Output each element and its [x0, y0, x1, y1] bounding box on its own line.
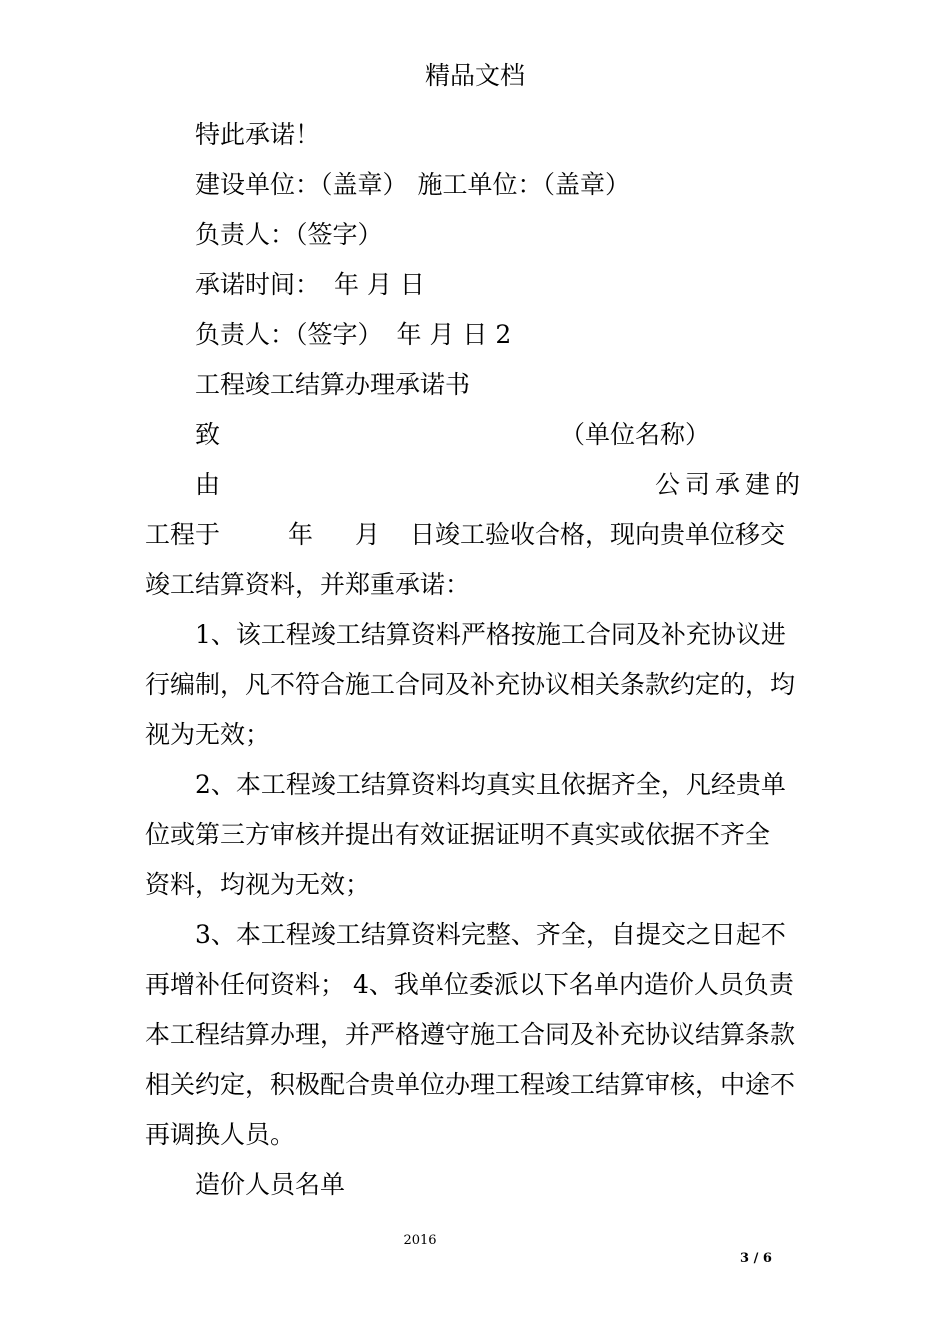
- seal-line: [195, 167, 810, 203]
- responsible-signature-label: 负责人：（签字）: [195, 320, 383, 349]
- promise-time-label: 承诺时间：: [195, 270, 321, 299]
- item-3-line-2: 再增补任何资料； 4、我单位委派以下名单内造价人员负责: [145, 970, 794, 999]
- addressee-unit-name: （单位名称）: [560, 420, 711, 449]
- by-company: 公司承建的: [654, 470, 805, 499]
- completion-prefix: 工程于: [145, 520, 221, 549]
- promise-line: 特此承诺！: [195, 120, 321, 149]
- item-3-line-4: 相关约定，积极配合贵单位办理工程竣工结算审核，中途不: [145, 1070, 796, 1099]
- promise-time-line: [195, 267, 810, 303]
- item-2-line-2: 位或第三方审核并提出有效证据证明不真实或依据不齐全: [145, 820, 771, 849]
- responsible-signature-line: 负责人：（签字）: [195, 220, 383, 249]
- item-1-line-3: 视为无效；: [145, 720, 271, 749]
- page-number: 3 / 6: [740, 1251, 772, 1266]
- addressee-line: [195, 417, 810, 453]
- document-title: 工程竣工结算办理承诺书: [195, 370, 471, 399]
- by-prefix: 由: [195, 470, 221, 499]
- by-line: [195, 467, 810, 503]
- paragraph-line: 竣工结算资料，并郑重承诺：: [145, 570, 471, 599]
- completion-year: 年: [288, 520, 314, 549]
- item-1-line-1: 1、该工程竣工结算资料严格按施工合同及补充协议进: [195, 620, 786, 649]
- construction-unit-seal: 建设单位：（盖章）: [195, 170, 408, 199]
- footer-year: 2016: [403, 1233, 437, 1248]
- responsible-signature-date-line: [195, 317, 810, 353]
- item-3-line-1: 3、本工程竣工结算资料完整、齐全，自提交之日起不: [195, 920, 786, 949]
- document-header: 精品文档: [424, 61, 525, 90]
- completion-month: 月: [355, 520, 381, 549]
- responsible-signature-date: 年 月 日 2: [396, 320, 512, 349]
- builder-unit-seal: 施工单位：（盖章）: [417, 170, 631, 199]
- promise-time-date: 年 月 日: [334, 270, 425, 299]
- addressee-prefix: 致: [195, 420, 221, 449]
- item-1-line-2: 行编制，凡不符合施工合同及补充协议相关条款约定的，均: [145, 670, 796, 699]
- item-2-line-3: 资料，均视为无效；: [145, 870, 371, 899]
- item-3-line-5: 再调换人员。: [145, 1120, 296, 1149]
- item-2-line-1: 2、本工程竣工结算资料均真实且依据齐全，凡经贵单: [195, 770, 786, 799]
- completion-line: [145, 517, 810, 553]
- completion-rest: 日竣工验收合格，现向贵单位移交: [410, 520, 786, 549]
- staff-list-heading: 造价人员名单: [195, 1170, 346, 1199]
- item-3-line-3: 本工程结算办理，并严格遵守施工合同及补充协议结算条款: [145, 1020, 796, 1049]
